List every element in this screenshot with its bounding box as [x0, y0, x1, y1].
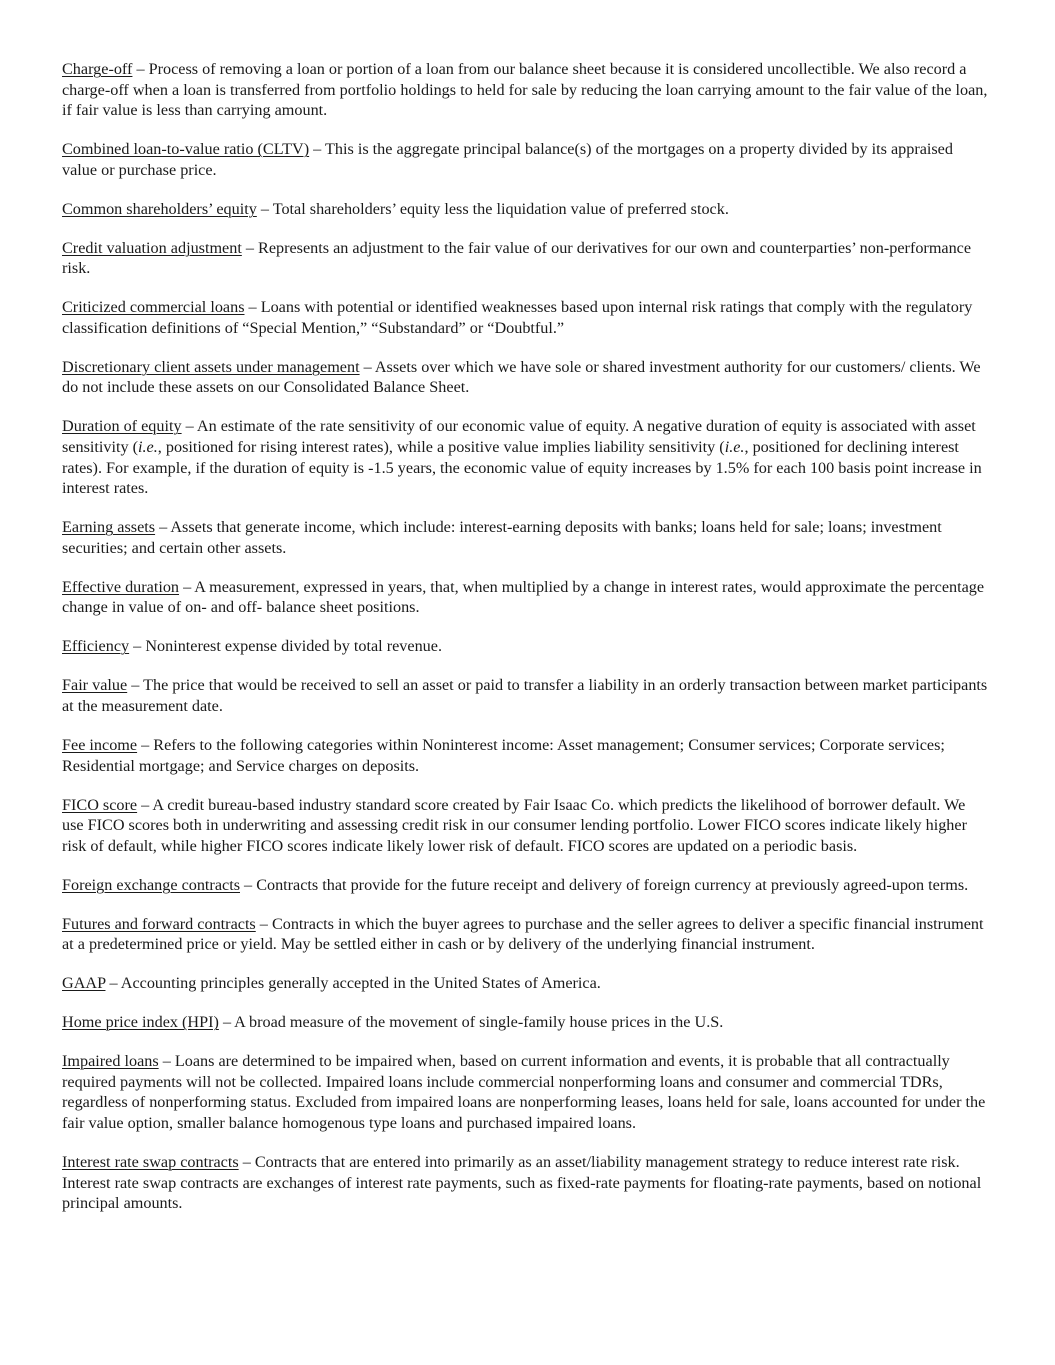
definition-text: – Accounting principles generally accepted in the United States of America.: [105, 974, 601, 993]
definition-text: , positioned for rising interest rates), while a positive value implies liability sensitivity (: [157, 438, 725, 457]
definition-text: – Noninterest expense divided by total revenue.: [129, 637, 442, 656]
glossary-definition: [62, 518, 942, 557]
definition-text: – Assets over which we have sole or shared investment authority for our customers/ clients. We do not include these assets on our Consolidated Balance Sheet.: [62, 357, 981, 397]
glossary-term: Fair value: [62, 676, 128, 695]
glossary-definition: [62, 796, 967, 855]
glossary-term: Duration of equity: [62, 417, 182, 436]
definition-text: – Process of removing a loan or portion of a loan from our balance sheet because it is considered uncollectible. We also record a charge-off when a loan is transferred from portfolio holdings to held for sale by reducing the loan carrying amount to the fair value of the loan, if fair value is less than carrying amount.: [62, 60, 988, 120]
glossary-term: Impaired loans: [62, 1052, 159, 1071]
glossary-entry: [62, 675, 990, 716]
glossary-definition: [62, 60, 987, 119]
definition-italic-text: i.e.: [138, 438, 158, 457]
glossary-entry: [62, 1012, 990, 1033]
glossary-entry: [62, 517, 990, 558]
definition-text: – Contracts that provide for the future receipt and delivery of foreign currency at previously agreed-upon terms.: [240, 875, 969, 894]
glossary-definition: [105, 974, 600, 992]
glossary-definition: [129, 637, 442, 655]
glossary-definition: [219, 1013, 723, 1031]
glossary-term: Charge-off: [62, 60, 133, 78]
definition-text: – Total shareholders’ equity less the liquidation value of preferred stock.: [256, 199, 729, 218]
glossary-term: Interest rate swap contracts: [62, 1153, 239, 1171]
glossary-term: Combined loan-to-value ratio (CLTV): [62, 140, 310, 159]
glossary-term: FICO score: [62, 795, 138, 814]
glossary-entry: [62, 238, 990, 279]
definition-text: , positioned for declining interest rates). For example, if the duration of equity is -1.5 years, the economic value of equity increases by 1.5% for each 100 basis point increase in interest rates.: [62, 438, 982, 498]
glossary-entry: [62, 1152, 990, 1214]
glossary-entry: [62, 795, 990, 857]
definition-text: – A measurement, expressed in years, that, when multiplied by a change in interest rates, would approximate the percentage change in value of on- and off- balance sheet positions.: [62, 577, 985, 617]
definition-text: – Represents an adjustment to the fair value of our derivatives for our own and counterparties’ non-performance risk.: [62, 238, 972, 278]
glossary-term: GAAP: [62, 974, 106, 993]
glossary-entry: [62, 577, 990, 618]
glossary-term: Home price index (HPI): [62, 1013, 219, 1032]
glossary-term: Fee income: [62, 735, 138, 754]
glossary-entry: [62, 973, 990, 994]
glossary-term: Earning assets: [62, 518, 156, 537]
definition-text: – Loans are determined to be impaired when, based on current information and events, it is probable that all contractually required payments will not be collected. Impaired loans include commercial nonperforming loans and consumer and commercial TDRs, regardless of nonperforming status. Excluded from impaired loans are nonperforming leases, loans held for sale, loans accounted for under the fair value option, smaller balance homogenous type loans and purchased impaired loans.: [62, 1052, 986, 1133]
glossary-entry: [62, 1051, 990, 1133]
glossary-definition: [62, 676, 987, 715]
glossary-entry: [62, 297, 990, 338]
glossary-term: Credit valuation adjustment: [62, 238, 242, 257]
definition-italic-text: i.e.: [724, 438, 745, 457]
definition-text: – A credit bureau-based industry standard score created by Fair Isaac Co. which predicts the likelihood of borrower default. We use FICO scores both in underwriting and assessing credit risk in our consumer lending portfolio. Lower FICO scores indicate likely higher risk of default, while higher FICO scores indicate likely lower risk of default. FICO scores are updated on a periodic basis.: [62, 795, 967, 855]
glossary-definition: [62, 1052, 985, 1132]
glossary-list: [62, 59, 990, 1232]
glossary-term: Common shareholders’ equity: [62, 199, 257, 218]
glossary-definition: [62, 417, 982, 497]
glossary-definition: [62, 736, 945, 775]
definition-text: – Loans with potential or identified weaknesses based upon internal risk ratings that comply with the regulatory classification definitions of “Special Mention,” “Substandard” or “Doubtful.”: [62, 298, 973, 337]
definition-text: – This is the aggregate principal balance(s) of the mortgages on a property divided by its appraised value or purchase price.: [62, 140, 953, 179]
glossary-definition: [240, 876, 968, 894]
glossary-term: Effective duration: [62, 577, 180, 596]
glossary-entry: [62, 139, 990, 180]
glossary-entry: [62, 59, 990, 121]
definition-text: – A broad measure of the movement of single-family house prices in the U.S.: [218, 1013, 724, 1032]
definition-text: – Contracts that are entered into primarily as an asset/liability management strategy to reduce interest rate risk. Interest rate swap contracts are exchanges of interest rate payments, such as fixed-rate payments for floating-rate payments, based on notional principal amounts.: [62, 1153, 982, 1213]
definition-text: – An estimate of the rate sensitivity of our economic value of equity. A negative duration of equity is associated with asset sensitivity (: [62, 417, 976, 457]
glossary-term: Efficiency: [62, 637, 130, 656]
glossary-term: Futures and forward contracts: [62, 914, 256, 933]
glossary-entry: [62, 636, 990, 657]
glossary-entry: [62, 357, 990, 398]
glossary-term: Criticized commercial loans: [62, 298, 245, 317]
glossary-entry: [62, 914, 990, 955]
glossary-entry: [62, 199, 990, 220]
definition-text: – The price that would be received to sell an asset or paid to transfer a liability in an orderly transaction between market participants at the measurement date.: [62, 676, 988, 715]
definition-text: – Contracts in which the buyer agrees to purchase and the seller agrees to deliver a specific financial instrument at a predetermined price or yield. May be settled either in cash or by delivery of the underlying financial instrument.: [62, 914, 984, 954]
glossary-definition: [62, 578, 984, 617]
glossary-entry: [62, 735, 990, 776]
glossary-definition: [257, 200, 729, 218]
glossary-entry: [62, 875, 990, 896]
glossary-entry: [62, 416, 990, 498]
glossary-term: Discretionary client assets under management: [62, 357, 360, 376]
definition-text: – Refers to the following categories within Noninterest income: Asset management; Consumer services; Corporate services; Residential mortgage; and Service charges on deposits.: [62, 735, 945, 775]
definition-text: – Assets that generate income, which include: interest-earning deposits with banks; loans held for sale; loans; investment securities; and certain other assets.: [62, 518, 942, 557]
glossary-term: Foreign exchange contracts: [62, 875, 240, 894]
